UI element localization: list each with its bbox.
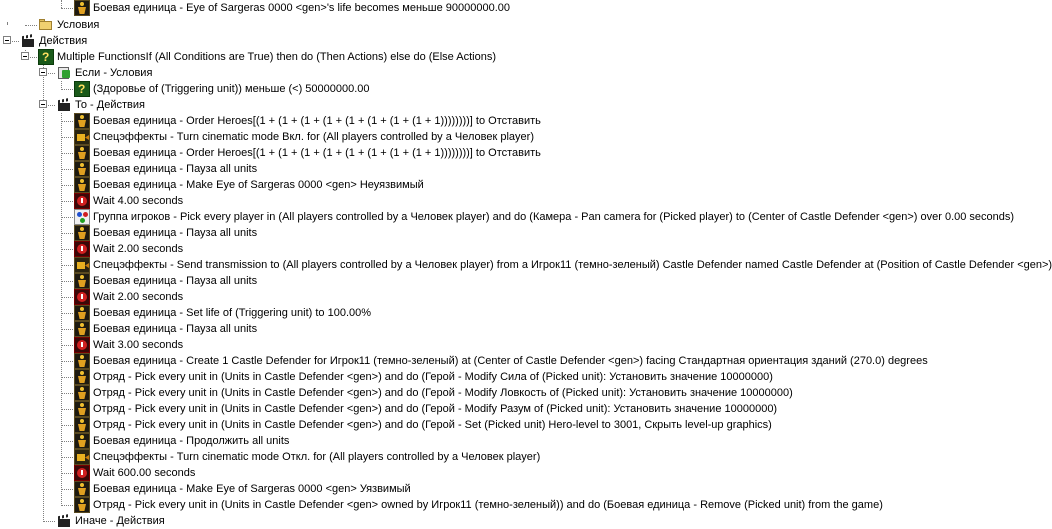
- wait-icon: [74, 241, 90, 257]
- tree-connector: [61, 457, 73, 458]
- cinematic-icon: [74, 129, 90, 145]
- unit-icon: [74, 113, 90, 129]
- tree-row-label: Отряд - Pick every unit in (Units in Castle Defender <gen> owned by Игрок11 (темно-зеленый)) and do (Боевая единица - Remove (Picked unit) from the game): [93, 499, 883, 511]
- if-icon: [56, 65, 72, 81]
- tree-connector: [61, 361, 73, 362]
- tree-connector: [61, 409, 73, 410]
- tree-row-label: Боевая единица - Make Eye of Sargeras 0000 <gen> Неуязвимый: [93, 179, 424, 191]
- cinematic-icon: [74, 449, 90, 465]
- tree-row-label: Боевая единица - Order Heroes[(1 + (1 + (1 + (1 + (1 + (1 + (1 + (1 + 1))))))))] to Отставить: [93, 115, 541, 127]
- tree-connector: [25, 25, 37, 26]
- tree-row-label: Иначе - Действия: [75, 515, 165, 527]
- wait-icon: [74, 337, 90, 353]
- tree-row-label: (Здоровье of (Triggering unit)) меньше (<) 50000000.00: [93, 83, 370, 95]
- tree-connector: [61, 137, 73, 138]
- tree-connector: [61, 121, 73, 122]
- player-group-icon: [74, 209, 90, 225]
- tree-connector: [61, 281, 73, 282]
- unit-icon: [74, 401, 90, 417]
- clapper-icon: [56, 97, 72, 113]
- tree-connector: [61, 265, 73, 266]
- tree-connector: [61, 393, 73, 394]
- cinematic-icon: [74, 257, 90, 273]
- tree-row-label: Боевая единица - Пауза all units: [93, 163, 258, 175]
- tree-connector: [61, 505, 73, 506]
- tree-row-label: Боевая единица - Set life of (Triggering unit) to 100.00%: [93, 307, 372, 319]
- tree-guide-line: [61, 0, 62, 8]
- tree-row-label: Боевая единица - Make Eye of Sargeras 0000 <gen> Уязвимый: [93, 483, 411, 495]
- unit-icon: [74, 497, 90, 513]
- unit-icon: [74, 145, 90, 161]
- tree-row-label: Боевая единица - Пауза all units: [93, 227, 258, 239]
- unit-icon: [74, 417, 90, 433]
- wait-icon: [74, 193, 90, 209]
- tree-row-label: Боевая единица - Продолжить all units: [93, 435, 290, 447]
- unit-icon: [74, 353, 90, 369]
- unit-icon: [74, 0, 90, 16]
- tree-connector: [43, 521, 55, 522]
- tree-row-label: Wait 2.00 seconds: [93, 243, 184, 255]
- tree-connector: [61, 441, 73, 442]
- condition-icon: [38, 49, 54, 65]
- tree-row-label: Боевая единица - Пауза all units: [93, 275, 258, 287]
- folder-icon: [38, 17, 54, 33]
- tree-row-label: Отряд - Pick every unit in (Units in Castle Defender <gen>) and do (Герой - Modify Ловкость of (Picked unit): Установить значение 10000000): [93, 387, 793, 399]
- tree-row-label: Wait 2.00 seconds: [93, 291, 184, 303]
- tree-connector: [61, 345, 73, 346]
- unit-icon: [74, 225, 90, 241]
- tree-connector: [61, 185, 73, 186]
- unit-icon: [74, 481, 90, 497]
- tree-connector: [61, 169, 73, 170]
- unit-icon: [74, 321, 90, 337]
- tree-connector: [61, 8, 73, 9]
- tree-row-label: Отряд - Pick every unit in (Units in Castle Defender <gen>) and do (Герой - Set (Picked unit) Hero-level to 3001, Скрыть level-up graphics): [93, 419, 772, 431]
- tree-row-label: Спецэффекты - Turn cinematic mode Вкл. for (All players controlled by a Человек player): [93, 131, 534, 143]
- tree-connector: [61, 249, 73, 250]
- tree-row-label: Боевая единица - Order Heroes[(1 + (1 + (1 + (1 + (1 + (1 + (1 + (1 + 1))))))))] to Отставить: [93, 147, 541, 159]
- collapse-toggle[interactable]: [39, 68, 47, 76]
- tree-row-label: Wait 600.00 seconds: [93, 467, 196, 479]
- tree-connector: [61, 313, 73, 314]
- collapse-toggle[interactable]: [39, 100, 47, 108]
- tree-row-label: Группа игроков - Pick every player in (All players controlled by a Человек player) and do (Камера - Pan camera for (Picked player) to (Center of Castle Defender <gen>) over 0.00 seconds): [93, 211, 1015, 223]
- clapper-icon: [20, 33, 36, 49]
- tree-connector: [61, 297, 73, 298]
- tree-row-label: Multiple FunctionsIf (All Conditions are True) then do (Then Actions) else do (Else Actions): [57, 51, 496, 63]
- unit-icon: [74, 305, 90, 321]
- unit-icon: [74, 385, 90, 401]
- tree-row-label: Отряд - Pick every unit in (Units in Castle Defender <gen>) and do (Герой - Modify Разум of (Picked unit): Установить значение 10000000): [93, 403, 778, 415]
- tree-guide-line: [43, 63, 44, 520]
- unit-icon: [74, 369, 90, 385]
- tree-row-label: Отряд - Pick every unit in (Units in Castle Defender <gen>) and do (Герой - Modify Сила of (Picked unit): Установить значение 10000000): [93, 371, 773, 383]
- tree-row-label: Спецэффекты - Send transmission to (All players controlled by a Человек player) from a Игрок11 (темно-зеленый) Castle Defender named Castle Defender at (Position of Castle Defender <gen>): [93, 259, 1052, 271]
- tree-row-label: Wait 3.00 seconds: [93, 339, 184, 351]
- unit-icon: [74, 273, 90, 289]
- tree-row-label: Если - Условия: [75, 67, 153, 79]
- wait-icon: [74, 289, 90, 305]
- unit-icon: [74, 433, 90, 449]
- tree-connector: [61, 153, 73, 154]
- tree-row-label: Боевая единица - Eye of Sargeras 0000 <gen>'s life becomes меньше 90000000.00: [93, 2, 510, 14]
- tree-connector: [61, 473, 73, 474]
- unit-icon: [74, 161, 90, 177]
- tree-connector: [61, 233, 73, 234]
- tree-connector: [61, 425, 73, 426]
- tree-connector: [61, 89, 73, 90]
- tree-row-label: Wait 4.00 seconds: [93, 195, 184, 207]
- tree-row-label: Действия: [39, 35, 88, 47]
- collapse-toggle[interactable]: [21, 52, 29, 60]
- tree-row-label: Боевая единица - Create 1 Castle Defender for Игрок11 (темно-зеленый) at (Center of Castle Defender <gen>) facing Стандартная ориентация зданий (270.0) degrees: [93, 355, 928, 367]
- tree-connector: [61, 377, 73, 378]
- tree-row-label: То - Действия: [75, 99, 145, 111]
- tree-row-label: Боевая единица - Пауза all units: [93, 323, 258, 335]
- wait-icon: [74, 465, 90, 481]
- tree-row-label: Условия: [57, 19, 100, 31]
- clapper-icon: [56, 513, 72, 529]
- condition-icon: [74, 81, 90, 97]
- tree-connector: [61, 201, 73, 202]
- collapse-toggle[interactable]: [3, 36, 11, 44]
- tree-connector: [61, 217, 73, 218]
- tree-row-label: Спецэффекты - Turn cinematic mode Откл. for (All players controlled by a Человек player): [93, 451, 541, 463]
- unit-icon: [74, 177, 90, 193]
- tree-connector: [61, 489, 73, 490]
- tree-guide-line: [7, 22, 8, 24]
- tree-connector: [61, 329, 73, 330]
